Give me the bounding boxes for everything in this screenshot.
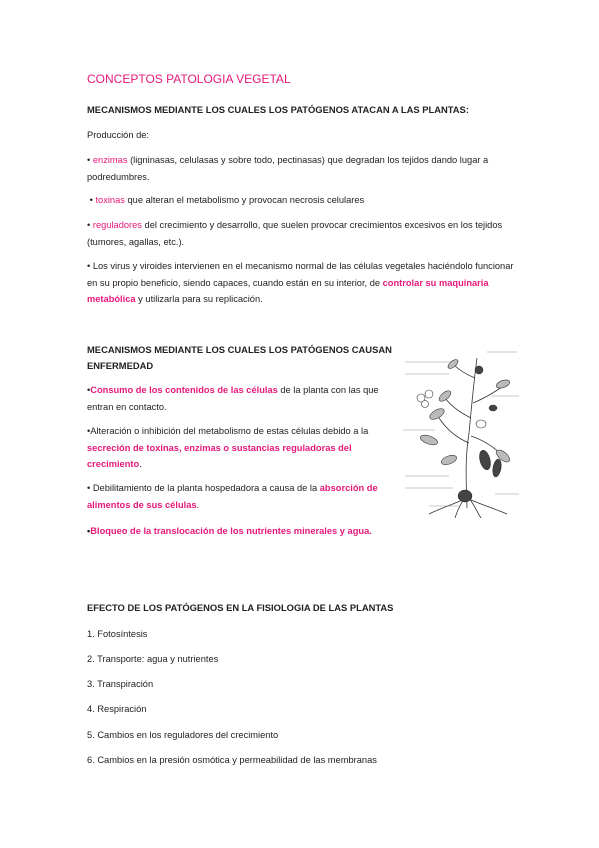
bullet-text: (ligninasas, celulasas y sobre todo, pectinasas) que degradan los tejidos dando lugar a podredumbres. <box>87 155 489 182</box>
physiology-item-2: 2. Transporte: agua y nutrientes <box>87 654 219 664</box>
section1-bullet-enzimas <box>87 152 517 185</box>
bullet-text: que alteran el metabolismo y provocan necrosis celulares <box>124 195 365 205</box>
bullet-text: • Debilitamiento de la planta hospedadora a causa de la <box>87 483 320 493</box>
bullet-text: • Los virus y viroides intervienen en el mecanismo normal de las células vegetales haciéndolo funcionar en su propio beneficio, siendo capaces, cuando están en su interior, de <box>87 261 514 288</box>
section2-bullet-consumo <box>87 382 387 415</box>
section2-heading: MECANISMOS MEDIANTE LOS CUALES LOS PATÓGENOS CAUSAN ENFERMEDAD <box>87 344 392 371</box>
highlight-maquinaria: controlar su maquinaria metabólica <box>87 277 489 304</box>
bullet-mark: • <box>89 195 93 205</box>
bullet-mark: • <box>87 526 91 536</box>
bullet-text: del crecimiento y desarrollo, que suelen provocar crecimientos excesivos en los tejidos (tumores, agallas, etc.). <box>87 220 503 247</box>
bullet-text-end: . <box>196 499 200 510</box>
section2-bullet-bloqueo <box>87 523 397 540</box>
physiology-item-4: 4. Respiración <box>87 704 147 714</box>
bullet-mark: • <box>87 220 91 230</box>
highlight-toxinas: toxinas <box>95 195 125 205</box>
highlight-secrecion: secreción de toxinas, enzimas o sustancias reguladoras del crecimiento <box>87 442 352 469</box>
section1-bullet-reguladores <box>87 217 517 250</box>
section1-heading: MECANISMOS MEDIANTE LOS CUALES LOS PATÓGENOS ATACAN A LAS PLANTAS: <box>87 104 469 115</box>
physiology-item-3: 3. Transpiración <box>87 679 154 689</box>
section3-heading: EFECTO DE LOS PATÓGENOS EN LA FISIOLOGIA DE LAS PLANTAS <box>87 602 394 613</box>
bullet-mark: • <box>87 155 91 165</box>
highlight-consumo: Consumo de los contenidos de las células <box>90 385 278 395</box>
bullet-mark: • <box>87 385 91 395</box>
bullet-text-end: y utilizarla para su replicación. <box>135 294 263 304</box>
plant-disease-illustration <box>399 348 521 518</box>
section2-bullet-alteracion <box>87 423 387 473</box>
highlight-absorcion: absorción de alimentos de sus células <box>87 483 378 510</box>
bullet-text: de la planta con las que entran en contacto. <box>87 385 379 412</box>
section2-bullet-debilitamiento <box>87 480 387 513</box>
section1-intro: Producción de: <box>87 130 150 140</box>
physiology-item-6: 6. Cambios en la presión osmótica y permeabilidad de las membranas <box>87 755 377 765</box>
highlight-enzimas: enzimas <box>92 155 128 165</box>
document-title: CONCEPTOS PATOLOGIA VEGETAL <box>87 72 291 86</box>
bullet-text-end: . <box>139 459 142 469</box>
bullet-text-end: . <box>369 526 372 536</box>
physiology-item-1: 1. Fotosíntesis <box>87 629 148 639</box>
physiology-item-5: 5. Cambios en los reguladores del crecimiento <box>87 730 279 740</box>
bullet-text: •Alteración o inhibición del metabolismo de estas células debido a la <box>87 426 369 436</box>
highlight-reguladores: reguladores <box>92 220 142 230</box>
highlight-bloqueo: Bloqueo de la translocación de los nutrientes minerales y agua <box>90 526 370 536</box>
section1-bullet-toxinas <box>87 192 507 209</box>
section1-bullet-virus <box>87 258 517 308</box>
